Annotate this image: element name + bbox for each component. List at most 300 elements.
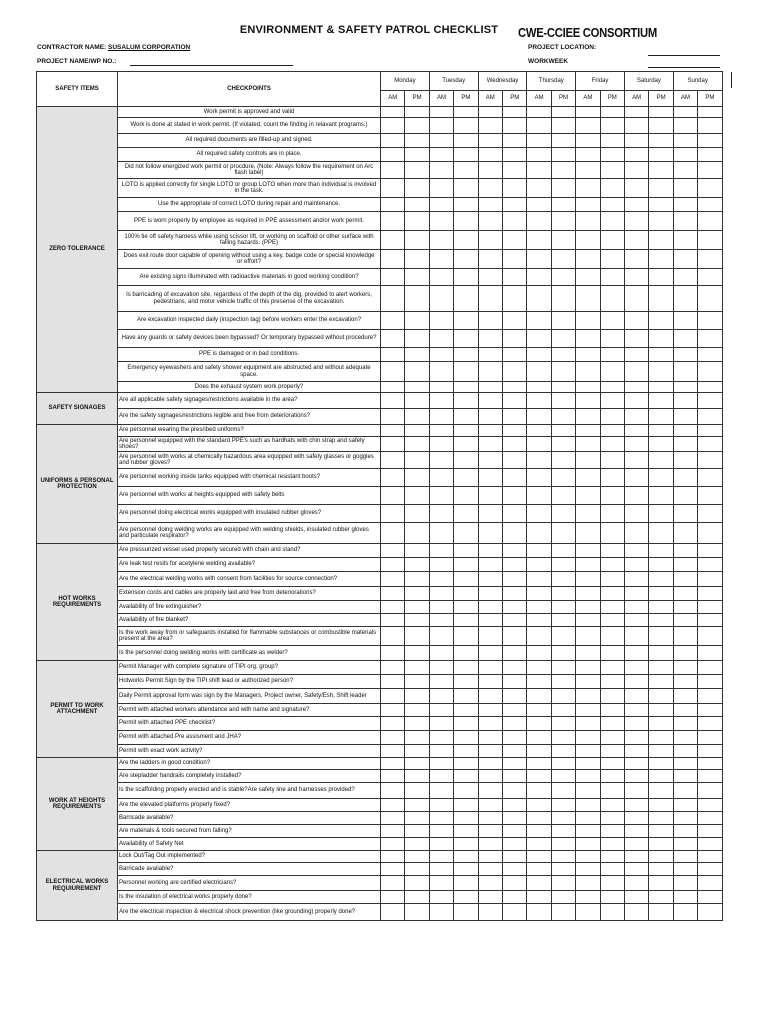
am-check-cell[interactable] (576, 107, 600, 118)
am-check-cell[interactable] (624, 745, 648, 758)
am-check-cell[interactable] (673, 330, 697, 348)
pm-check-cell[interactable] (551, 825, 575, 838)
am-check-cell[interactable] (624, 523, 648, 544)
am-check-cell[interactable] (381, 572, 405, 587)
pm-check-cell[interactable] (600, 348, 624, 362)
pm-check-cell[interactable] (698, 572, 722, 587)
am-check-cell[interactable] (429, 731, 453, 745)
pm-check-cell[interactable] (698, 250, 722, 269)
pm-check-cell[interactable] (551, 409, 575, 425)
am-check-cell[interactable] (429, 348, 453, 362)
am-check-cell[interactable] (673, 286, 697, 312)
pm-check-cell[interactable] (551, 348, 575, 362)
am-check-cell[interactable] (624, 838, 648, 851)
pm-check-cell[interactable] (698, 162, 722, 179)
am-check-cell[interactable] (429, 231, 453, 250)
pm-check-cell[interactable] (600, 179, 624, 198)
am-check-cell[interactable] (381, 758, 405, 770)
am-check-cell[interactable] (429, 312, 453, 330)
pm-check-cell[interactable] (454, 758, 478, 770)
pm-check-cell[interactable] (502, 523, 526, 544)
pm-check-cell[interactable] (502, 876, 526, 891)
pm-check-cell[interactable] (454, 134, 478, 148)
am-check-cell[interactable] (576, 587, 600, 601)
am-check-cell[interactable] (624, 452, 648, 469)
am-check-cell[interactable] (527, 770, 551, 783)
am-check-cell[interactable] (381, 825, 405, 838)
am-check-cell[interactable] (478, 487, 502, 505)
am-check-cell[interactable] (624, 362, 648, 382)
am-check-cell[interactable] (576, 675, 600, 689)
pm-check-cell[interactable] (649, 731, 673, 745)
pm-check-cell[interactable] (405, 231, 429, 250)
am-check-cell[interactable] (429, 148, 453, 162)
pm-check-cell[interactable] (454, 544, 478, 558)
am-check-cell[interactable] (576, 731, 600, 745)
pm-check-cell[interactable] (698, 799, 722, 812)
am-check-cell[interactable] (576, 437, 600, 452)
pm-check-cell[interactable] (698, 330, 722, 348)
pm-check-cell[interactable] (649, 231, 673, 250)
pm-check-cell[interactable] (600, 614, 624, 627)
am-check-cell[interactable] (624, 783, 648, 799)
pm-check-cell[interactable] (405, 825, 429, 838)
pm-check-cell[interactable] (698, 904, 722, 921)
am-check-cell[interactable] (429, 452, 453, 469)
am-check-cell[interactable] (478, 452, 502, 469)
pm-check-cell[interactable] (551, 393, 575, 409)
am-check-cell[interactable] (673, 487, 697, 505)
pm-check-cell[interactable] (502, 627, 526, 646)
am-check-cell[interactable] (429, 758, 453, 770)
pm-check-cell[interactable] (600, 758, 624, 770)
pm-check-cell[interactable] (600, 286, 624, 312)
pm-check-cell[interactable] (698, 452, 722, 469)
am-check-cell[interactable] (527, 646, 551, 661)
pm-check-cell[interactable] (502, 851, 526, 863)
am-check-cell[interactable] (624, 646, 648, 661)
pm-check-cell[interactable] (502, 544, 526, 558)
am-check-cell[interactable] (381, 469, 405, 487)
pm-check-cell[interactable] (454, 409, 478, 425)
pm-check-cell[interactable] (502, 825, 526, 838)
pm-check-cell[interactable] (551, 587, 575, 601)
am-check-cell[interactable] (381, 863, 405, 876)
am-check-cell[interactable] (381, 876, 405, 891)
am-check-cell[interactable] (624, 118, 648, 134)
pm-check-cell[interactable] (649, 118, 673, 134)
am-check-cell[interactable] (576, 891, 600, 904)
pm-check-cell[interactable] (551, 614, 575, 627)
am-check-cell[interactable] (478, 717, 502, 731)
am-check-cell[interactable] (478, 382, 502, 393)
am-check-cell[interactable] (478, 614, 502, 627)
am-check-cell[interactable] (381, 148, 405, 162)
am-check-cell[interactable] (673, 675, 697, 689)
am-check-cell[interactable] (478, 212, 502, 231)
am-check-cell[interactable] (478, 162, 502, 179)
am-check-cell[interactable] (576, 312, 600, 330)
am-check-cell[interactable] (381, 851, 405, 863)
am-check-cell[interactable] (673, 198, 697, 212)
am-check-cell[interactable] (624, 863, 648, 876)
pm-check-cell[interactable] (551, 731, 575, 745)
pm-check-cell[interactable] (600, 783, 624, 799)
pm-check-cell[interactable] (698, 614, 722, 627)
pm-check-cell[interactable] (502, 661, 526, 675)
am-check-cell[interactable] (478, 799, 502, 812)
pm-check-cell[interactable] (454, 783, 478, 799)
am-check-cell[interactable] (624, 799, 648, 812)
am-check-cell[interactable] (381, 162, 405, 179)
am-check-cell[interactable] (624, 758, 648, 770)
am-check-cell[interactable] (576, 393, 600, 409)
pm-check-cell[interactable] (405, 425, 429, 437)
am-check-cell[interactable] (478, 770, 502, 783)
pm-check-cell[interactable] (600, 717, 624, 731)
am-check-cell[interactable] (673, 572, 697, 587)
pm-check-cell[interactable] (649, 505, 673, 523)
pm-check-cell[interactable] (551, 770, 575, 783)
am-check-cell[interactable] (576, 409, 600, 425)
pm-check-cell[interactable] (502, 758, 526, 770)
am-check-cell[interactable] (429, 689, 453, 704)
pm-check-cell[interactable] (502, 731, 526, 745)
am-check-cell[interactable] (576, 286, 600, 312)
am-check-cell[interactable] (478, 601, 502, 614)
pm-check-cell[interactable] (649, 745, 673, 758)
am-check-cell[interactable] (429, 812, 453, 825)
am-check-cell[interactable] (381, 812, 405, 825)
pm-check-cell[interactable] (649, 148, 673, 162)
am-check-cell[interactable] (576, 425, 600, 437)
pm-check-cell[interactable] (405, 558, 429, 572)
pm-check-cell[interactable] (600, 148, 624, 162)
am-check-cell[interactable] (576, 118, 600, 134)
pm-check-cell[interactable] (454, 487, 478, 505)
pm-check-cell[interactable] (502, 704, 526, 717)
am-check-cell[interactable] (673, 745, 697, 758)
pm-check-cell[interactable] (551, 312, 575, 330)
am-check-cell[interactable] (576, 250, 600, 269)
pm-check-cell[interactable] (600, 523, 624, 544)
pm-check-cell[interactable] (551, 689, 575, 704)
pm-check-cell[interactable] (454, 891, 478, 904)
am-check-cell[interactable] (576, 745, 600, 758)
pm-check-cell[interactable] (649, 382, 673, 393)
location-input-line[interactable] (648, 55, 720, 56)
pm-check-cell[interactable] (649, 572, 673, 587)
pm-check-cell[interactable] (405, 587, 429, 601)
am-check-cell[interactable] (381, 107, 405, 118)
pm-check-cell[interactable] (502, 745, 526, 758)
am-check-cell[interactable] (429, 382, 453, 393)
pm-check-cell[interactable] (600, 162, 624, 179)
am-check-cell[interactable] (381, 179, 405, 198)
pm-check-cell[interactable] (551, 269, 575, 286)
pm-check-cell[interactable] (698, 627, 722, 646)
pm-check-cell[interactable] (600, 704, 624, 717)
am-check-cell[interactable] (527, 601, 551, 614)
am-check-cell[interactable] (624, 601, 648, 614)
am-check-cell[interactable] (429, 838, 453, 851)
am-check-cell[interactable] (576, 212, 600, 231)
pm-check-cell[interactable] (698, 544, 722, 558)
am-check-cell[interactable] (624, 704, 648, 717)
am-check-cell[interactable] (429, 250, 453, 269)
am-check-cell[interactable] (381, 646, 405, 661)
pm-check-cell[interactable] (600, 731, 624, 745)
am-check-cell[interactable] (673, 904, 697, 921)
am-check-cell[interactable] (673, 148, 697, 162)
am-check-cell[interactable] (429, 212, 453, 231)
pm-check-cell[interactable] (454, 558, 478, 572)
pm-check-cell[interactable] (502, 452, 526, 469)
am-check-cell[interactable] (576, 812, 600, 825)
am-check-cell[interactable] (429, 425, 453, 437)
pm-check-cell[interactable] (698, 825, 722, 838)
am-check-cell[interactable] (381, 675, 405, 689)
am-check-cell[interactable] (527, 838, 551, 851)
am-check-cell[interactable] (576, 863, 600, 876)
am-check-cell[interactable] (576, 851, 600, 863)
am-check-cell[interactable] (381, 614, 405, 627)
am-check-cell[interactable] (527, 661, 551, 675)
am-check-cell[interactable] (624, 891, 648, 904)
pm-check-cell[interactable] (551, 601, 575, 614)
am-check-cell[interactable] (576, 523, 600, 544)
pm-check-cell[interactable] (551, 523, 575, 544)
pm-check-cell[interactable] (698, 212, 722, 231)
pm-check-cell[interactable] (405, 675, 429, 689)
pm-check-cell[interactable] (454, 587, 478, 601)
am-check-cell[interactable] (673, 393, 697, 409)
am-check-cell[interactable] (576, 162, 600, 179)
pm-check-cell[interactable] (649, 286, 673, 312)
pm-check-cell[interactable] (649, 863, 673, 876)
am-check-cell[interactable] (478, 269, 502, 286)
am-check-cell[interactable] (624, 312, 648, 330)
pm-check-cell[interactable] (649, 452, 673, 469)
pm-check-cell[interactable] (502, 286, 526, 312)
pm-check-cell[interactable] (600, 601, 624, 614)
am-check-cell[interactable] (624, 382, 648, 393)
pm-check-cell[interactable] (551, 558, 575, 572)
pm-check-cell[interactable] (502, 348, 526, 362)
pm-check-cell[interactable] (405, 904, 429, 921)
am-check-cell[interactable] (576, 330, 600, 348)
pm-check-cell[interactable] (405, 731, 429, 745)
am-check-cell[interactable] (673, 437, 697, 452)
am-check-cell[interactable] (478, 572, 502, 587)
pm-check-cell[interactable] (698, 838, 722, 851)
am-check-cell[interactable] (381, 799, 405, 812)
am-check-cell[interactable] (381, 838, 405, 851)
pm-check-cell[interactable] (649, 179, 673, 198)
pm-check-cell[interactable] (502, 469, 526, 487)
pm-check-cell[interactable] (405, 783, 429, 799)
am-check-cell[interactable] (381, 487, 405, 505)
pm-check-cell[interactable] (698, 469, 722, 487)
am-check-cell[interactable] (576, 704, 600, 717)
pm-check-cell[interactable] (454, 731, 478, 745)
pm-check-cell[interactable] (649, 250, 673, 269)
pm-check-cell[interactable] (454, 601, 478, 614)
pm-check-cell[interactable] (454, 348, 478, 362)
pm-check-cell[interactable] (698, 745, 722, 758)
pm-check-cell[interactable] (698, 505, 722, 523)
am-check-cell[interactable] (624, 505, 648, 523)
pm-check-cell[interactable] (551, 646, 575, 661)
pm-check-cell[interactable] (405, 704, 429, 717)
pm-check-cell[interactable] (698, 148, 722, 162)
pm-check-cell[interactable] (502, 312, 526, 330)
pm-check-cell[interactable] (600, 799, 624, 812)
pm-check-cell[interactable] (502, 799, 526, 812)
am-check-cell[interactable] (673, 505, 697, 523)
am-check-cell[interactable] (624, 812, 648, 825)
am-check-cell[interactable] (624, 587, 648, 601)
pm-check-cell[interactable] (698, 198, 722, 212)
pm-check-cell[interactable] (454, 825, 478, 838)
am-check-cell[interactable] (624, 437, 648, 452)
am-check-cell[interactable] (673, 891, 697, 904)
am-check-cell[interactable] (673, 783, 697, 799)
pm-check-cell[interactable] (649, 587, 673, 601)
pm-check-cell[interactable] (600, 382, 624, 393)
pm-check-cell[interactable] (600, 393, 624, 409)
pm-check-cell[interactable] (698, 269, 722, 286)
am-check-cell[interactable] (429, 544, 453, 558)
pm-check-cell[interactable] (551, 250, 575, 269)
pm-check-cell[interactable] (551, 876, 575, 891)
am-check-cell[interactable] (624, 731, 648, 745)
am-check-cell[interactable] (576, 646, 600, 661)
pm-check-cell[interactable] (551, 812, 575, 825)
am-check-cell[interactable] (381, 661, 405, 675)
pm-check-cell[interactable] (502, 148, 526, 162)
am-check-cell[interactable] (673, 250, 697, 269)
am-check-cell[interactable] (576, 362, 600, 382)
am-check-cell[interactable] (673, 851, 697, 863)
pm-check-cell[interactable] (405, 627, 429, 646)
am-check-cell[interactable] (576, 876, 600, 891)
am-check-cell[interactable] (673, 717, 697, 731)
pm-check-cell[interactable] (600, 198, 624, 212)
pm-check-cell[interactable] (502, 689, 526, 704)
pm-check-cell[interactable] (600, 825, 624, 838)
am-check-cell[interactable] (624, 770, 648, 783)
am-check-cell[interactable] (673, 523, 697, 544)
pm-check-cell[interactable] (551, 717, 575, 731)
pm-check-cell[interactable] (454, 393, 478, 409)
am-check-cell[interactable] (527, 162, 551, 179)
pm-check-cell[interactable] (405, 118, 429, 134)
am-check-cell[interactable] (478, 851, 502, 863)
am-check-cell[interactable] (429, 487, 453, 505)
pm-check-cell[interactable] (502, 425, 526, 437)
am-check-cell[interactable] (673, 212, 697, 231)
am-check-cell[interactable] (576, 198, 600, 212)
pm-check-cell[interactable] (600, 838, 624, 851)
pm-check-cell[interactable] (502, 198, 526, 212)
pm-check-cell[interactable] (405, 487, 429, 505)
pm-check-cell[interactable] (551, 891, 575, 904)
pm-check-cell[interactable] (502, 601, 526, 614)
pm-check-cell[interactable] (551, 675, 575, 689)
am-check-cell[interactable] (624, 162, 648, 179)
pm-check-cell[interactable] (698, 425, 722, 437)
am-check-cell[interactable] (381, 348, 405, 362)
pm-check-cell[interactable] (551, 162, 575, 179)
am-check-cell[interactable] (673, 452, 697, 469)
pm-check-cell[interactable] (502, 362, 526, 382)
am-check-cell[interactable] (478, 838, 502, 851)
pm-check-cell[interactable] (454, 212, 478, 231)
pm-check-cell[interactable] (600, 330, 624, 348)
am-check-cell[interactable] (673, 646, 697, 661)
pm-check-cell[interactable] (551, 704, 575, 717)
pm-check-cell[interactable] (600, 891, 624, 904)
pm-check-cell[interactable] (600, 487, 624, 505)
pm-check-cell[interactable] (502, 904, 526, 921)
am-check-cell[interactable] (429, 799, 453, 812)
pm-check-cell[interactable] (405, 758, 429, 770)
pm-check-cell[interactable] (649, 838, 673, 851)
am-check-cell[interactable] (624, 904, 648, 921)
pm-check-cell[interactable] (405, 799, 429, 812)
pm-check-cell[interactable] (698, 362, 722, 382)
am-check-cell[interactable] (478, 425, 502, 437)
am-check-cell[interactable] (673, 838, 697, 851)
am-check-cell[interactable] (527, 689, 551, 704)
pm-check-cell[interactable] (600, 661, 624, 675)
pm-check-cell[interactable] (600, 544, 624, 558)
pm-check-cell[interactable] (551, 382, 575, 393)
am-check-cell[interactable] (673, 863, 697, 876)
am-check-cell[interactable] (429, 330, 453, 348)
pm-check-cell[interactable] (649, 558, 673, 572)
am-check-cell[interactable] (381, 904, 405, 921)
am-check-cell[interactable] (527, 312, 551, 330)
pm-check-cell[interactable] (649, 523, 673, 544)
am-check-cell[interactable] (381, 312, 405, 330)
am-check-cell[interactable] (429, 675, 453, 689)
pm-check-cell[interactable] (600, 118, 624, 134)
am-check-cell[interactable] (624, 198, 648, 212)
pm-check-cell[interactable] (649, 162, 673, 179)
am-check-cell[interactable] (527, 627, 551, 646)
am-check-cell[interactable] (576, 783, 600, 799)
am-check-cell[interactable] (381, 891, 405, 904)
pm-check-cell[interactable] (551, 469, 575, 487)
pm-check-cell[interactable] (405, 437, 429, 452)
pm-check-cell[interactable] (405, 770, 429, 783)
pm-check-cell[interactable] (551, 212, 575, 231)
am-check-cell[interactable] (527, 212, 551, 231)
am-check-cell[interactable] (429, 904, 453, 921)
pm-check-cell[interactable] (454, 118, 478, 134)
am-check-cell[interactable] (576, 614, 600, 627)
am-check-cell[interactable] (624, 330, 648, 348)
pm-check-cell[interactable] (649, 393, 673, 409)
am-check-cell[interactable] (478, 812, 502, 825)
am-check-cell[interactable] (527, 250, 551, 269)
pm-check-cell[interactable] (551, 179, 575, 198)
am-check-cell[interactable] (381, 627, 405, 646)
pm-check-cell[interactable] (502, 162, 526, 179)
pm-check-cell[interactable] (502, 717, 526, 731)
